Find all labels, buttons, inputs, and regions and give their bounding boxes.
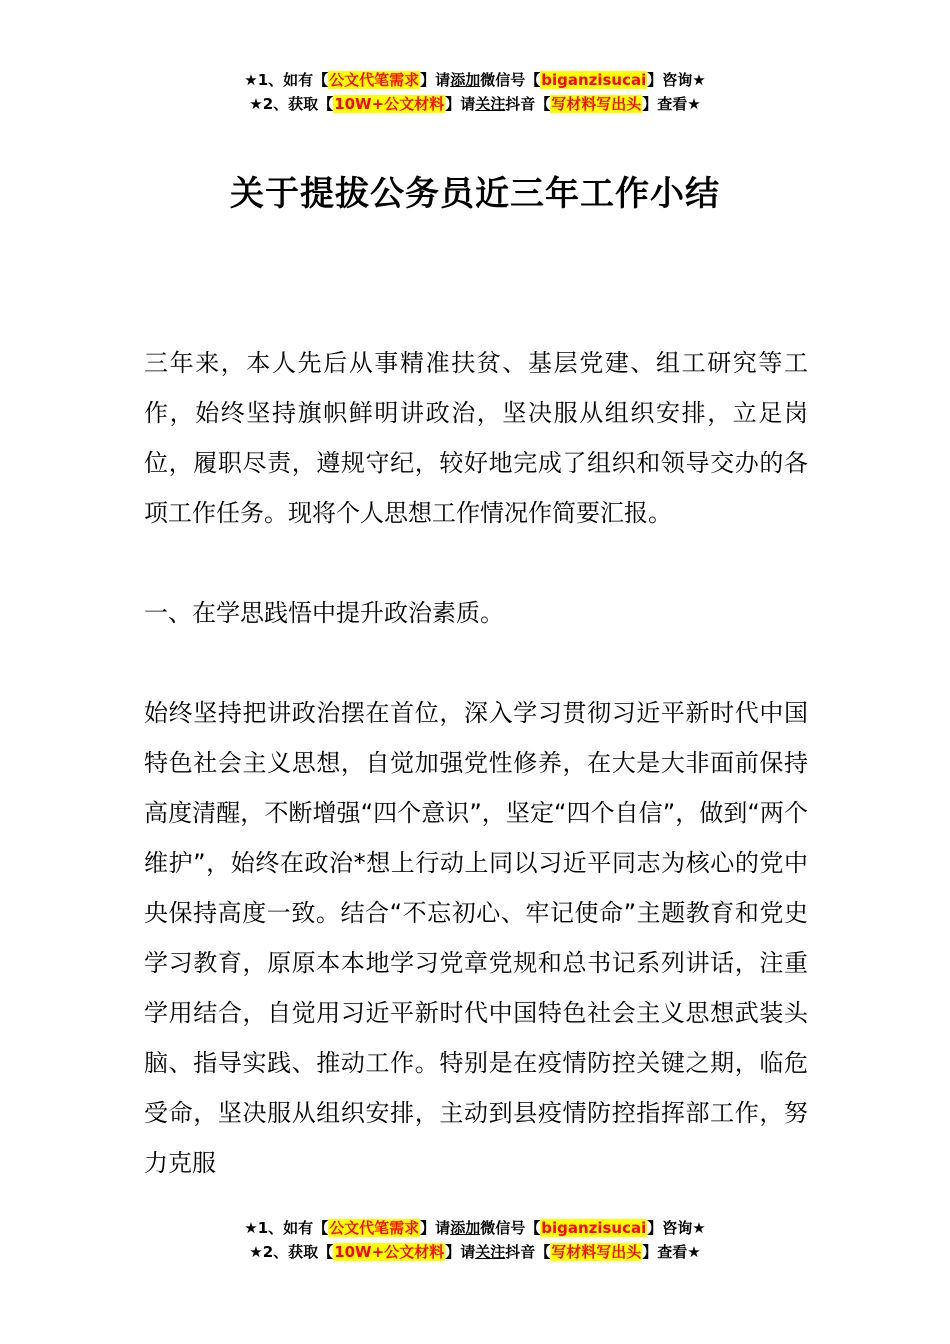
document-body [144,338,808,1188]
promo-text: 抖音【 [505,95,551,113]
promo-text: 】请 [420,71,451,89]
promo-underline: 添加 [450,71,481,89]
promo-text: 】请 [445,95,476,113]
promo-text: 】请 [420,1219,451,1237]
promo-text: ★1、如有【 [244,1219,329,1237]
document-title: 关于提拔公务员近三年工作小结 [230,173,720,214]
promo-highlight: 公文代笔需求 [329,71,420,89]
promo-line-2 [0,1240,950,1264]
header-promo-banner [0,68,950,116]
promo-wechat-id: biganzisucai [541,71,647,89]
promo-douyin-id: 写材料写出头 [551,1243,642,1261]
promo-text: ★2、获取【 [249,95,334,113]
promo-highlight: 10W+公文材料 [334,1243,445,1261]
promo-line-2 [0,92,950,116]
promo-text: 微信号【 [480,71,541,89]
promo-highlight: 10W+公文材料 [334,95,445,113]
promo-wechat-id: biganzisucai [541,1219,647,1237]
promo-text: 】咨询★ [647,71,706,89]
promo-highlight: 公文代笔需求 [329,1219,420,1237]
promo-text: 】请 [445,1243,476,1261]
promo-text: 抖音【 [505,1243,551,1261]
promo-text: 】咨询★ [647,1219,706,1237]
promo-text: ★2、获取【 [249,1243,334,1261]
promo-underline: 添加 [450,1219,481,1237]
body-paragraph-intro: 三年来，本人先后从事精准扶贫、基层党建、组工研究等工作，始终坚持旗帜鲜明讲政治，坚决服从组织安排，立足岗位，履职尽责，遵规守纪，较好地完成了组织和领导交办的各项工作任务。现将个人思想工作情况作简要汇报。 [144,349,808,527]
promo-douyin-id: 写材料写出头 [551,95,642,113]
promo-text: 微信号【 [480,1219,541,1237]
promo-line-1 [0,1216,950,1240]
footer-promo-banner [0,1216,950,1264]
promo-underline: 关注 [475,95,506,113]
body-paragraph-section-1: 始终坚持把讲政治摆在首位，深入学习贯彻习近平新时代中国特色社会主义思想，自觉加强党性修养，在大是大非面前保持高度清醒，不断增强“四个意识”，坚定“四个自信”，做到“两个维护”，始终在政治*想上行动上同以习近平同志为核心的党中央保持高度一致。结合“不忘初心、牢记使命”主题教育和党史学习教育，原原本本地学习党章党规和总书记系列讲话，注重学用结合，自觉用习近平新时代中国特色社会主义思想武装头脑、指导实践、推动工作。特别是在疫情防控关键之期，临危受命，坚决服从组织安排，主动到县疫情防控指挥部工作，努力克服 [144,699,808,1177]
promo-text: ★1、如有【 [244,71,329,89]
promo-line-1 [0,68,950,92]
promo-text: 】查看★ [642,95,701,113]
promo-underline: 关注 [475,1243,506,1261]
section-heading-1: 一、在学思践悟中提升政治素质。 [144,599,504,627]
promo-text: 】查看★ [642,1243,701,1261]
